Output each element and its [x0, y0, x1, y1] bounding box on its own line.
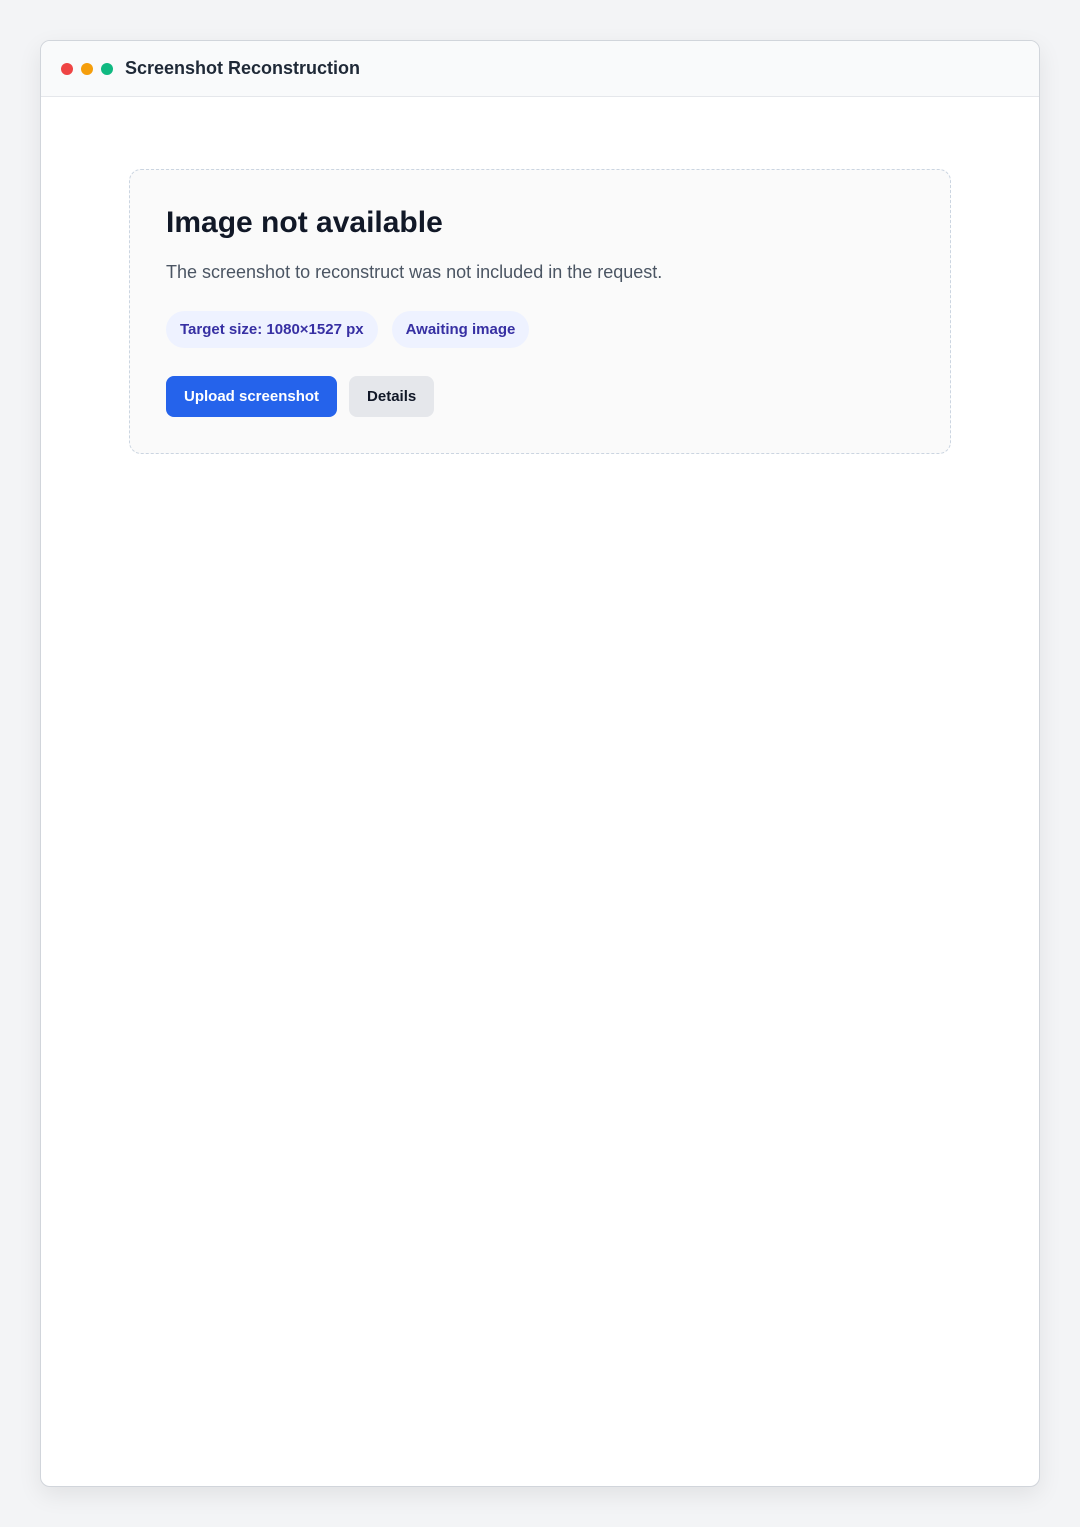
dimensions-chip: Target size: 1080×1527 px: [166, 311, 378, 348]
window-title: Screenshot Reconstruction: [125, 58, 361, 78]
app-window: [40, 40, 1040, 1487]
window-controls: [61, 63, 113, 75]
details-button[interactable]: Details: [349, 376, 434, 417]
status-chip: Awaiting image: [392, 311, 530, 348]
titlebar: [41, 41, 1039, 97]
close-window-icon[interactable]: [61, 63, 73, 75]
maximize-window-icon[interactable]: [101, 63, 113, 75]
placeholder-meta: [166, 311, 914, 348]
minimize-window-icon[interactable]: [81, 63, 93, 75]
placeholder-panel: [129, 169, 951, 454]
upload-screenshot-button[interactable]: Upload screenshot: [166, 376, 337, 417]
placeholder-message: The screenshot to reconstruct was not included in the request.: [166, 262, 663, 282]
placeholder-actions: [166, 376, 914, 417]
placeholder-heading: Image not available: [166, 206, 443, 239]
main-content: [41, 97, 1039, 526]
